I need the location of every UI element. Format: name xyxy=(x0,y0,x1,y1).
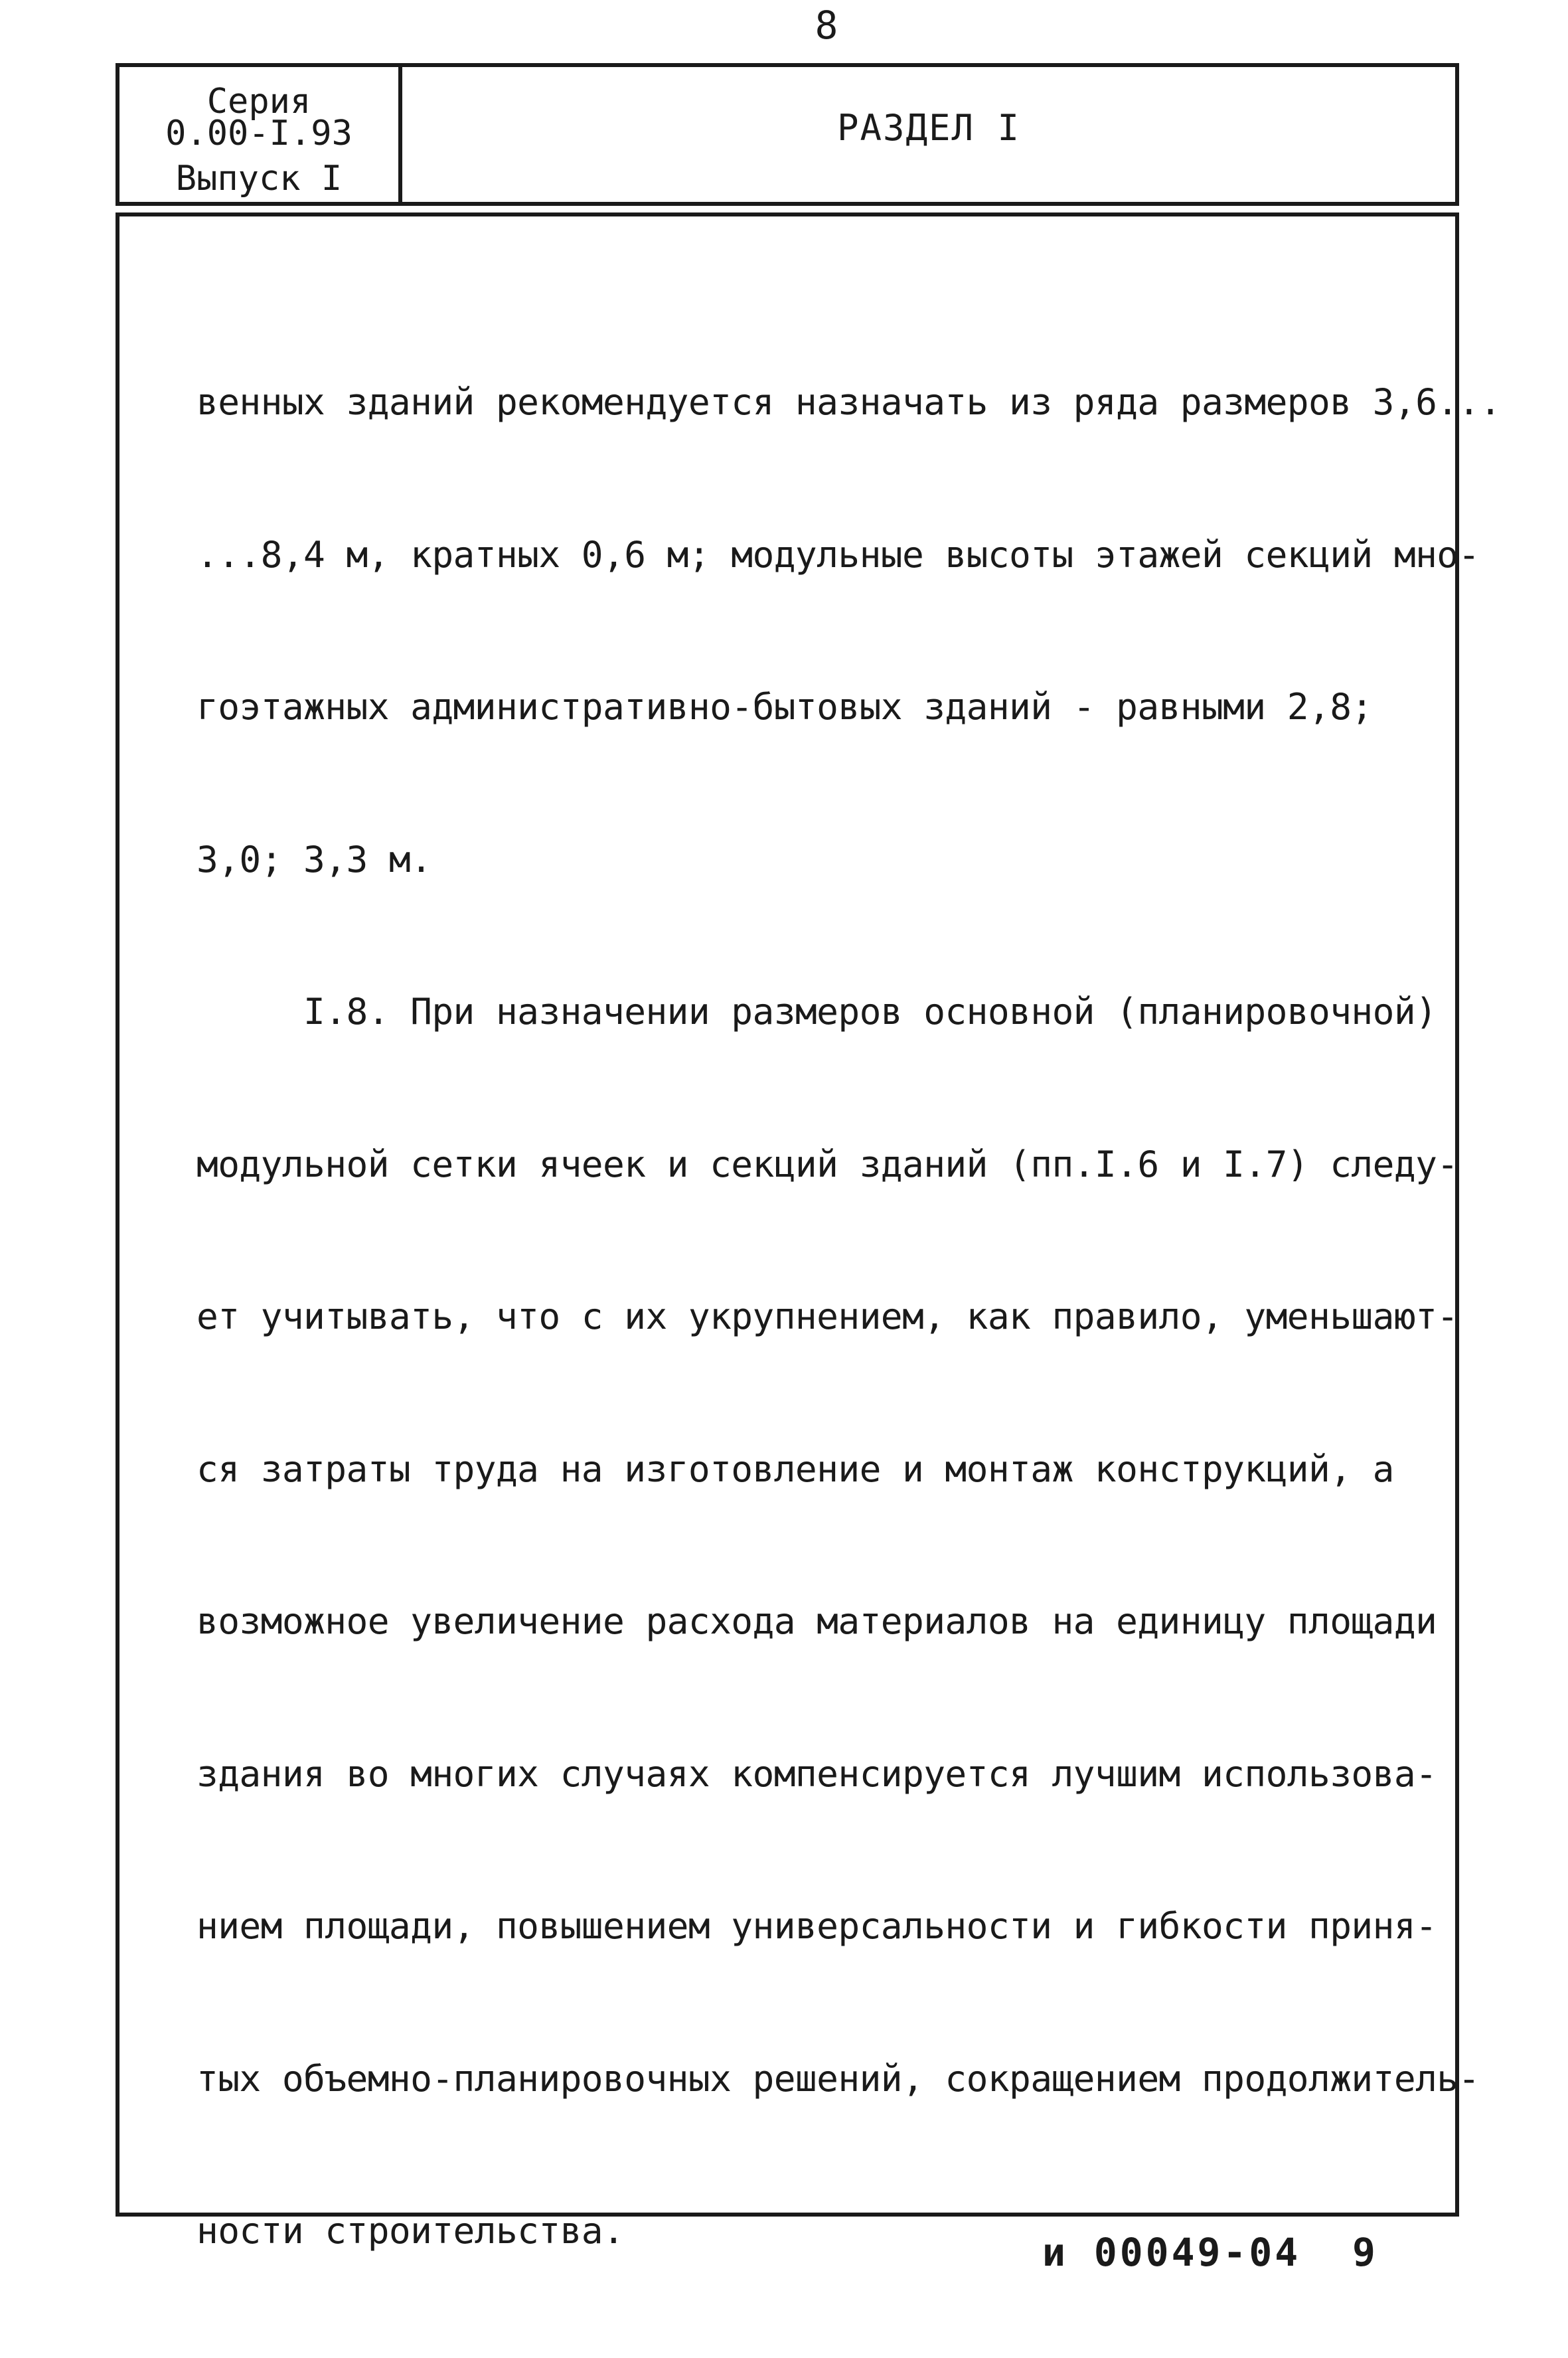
body-line: гоэтажных административно-бытовых зданий - равными 2,8; xyxy=(196,685,1373,728)
series-code: 0.00-I.93 xyxy=(165,114,353,153)
body-line: возможное увеличение расхода материалов на единицу площади xyxy=(196,1600,1437,1642)
body-line: нием площади, повышением универсальности и гибкости приня- xyxy=(196,1904,1437,1947)
body-line: I.8. При назначении размеров основной (планировочной) xyxy=(196,990,1437,1033)
title-block xyxy=(116,63,1459,206)
document-code: и 00049-04 9 xyxy=(1042,2230,1378,2275)
body-line: ет учитывать, что с их укрупнением, как правило, уменьшают- xyxy=(196,1295,1458,1337)
series-cell xyxy=(119,67,398,202)
content-frame xyxy=(116,212,1501,2252)
body-line: ...8,4 м, кратных 0,6 м; модульные высоты этажей секций мно- xyxy=(196,533,1480,576)
page-number: 8 xyxy=(815,3,838,48)
body-line: здания во многих случаях компенсируется лучшим использова- xyxy=(196,1752,1437,1795)
body-text xyxy=(196,275,1501,2358)
body-line: венных зданий рекомендуется назначать из ряда размеров 3,6... xyxy=(196,380,1501,423)
body-line: ности строительства. xyxy=(196,2209,625,2252)
body-line: модульной сетки ячеек и секций зданий (пп.I.6 и I.7) следу- xyxy=(196,1142,1458,1185)
issue-label: Выпуск I xyxy=(175,159,343,199)
body-line: 3,0; 3,3 м. xyxy=(196,837,432,881)
section-title: РАЗДЕЛ I xyxy=(836,107,1021,149)
body-line: тых объемно-планировочных решений, сокращением продолжитель- xyxy=(196,2057,1480,2100)
body-line: ся затраты труда на изготовление и монтаж конструкций, а xyxy=(196,1447,1394,1490)
series-label: Серия xyxy=(206,82,311,122)
